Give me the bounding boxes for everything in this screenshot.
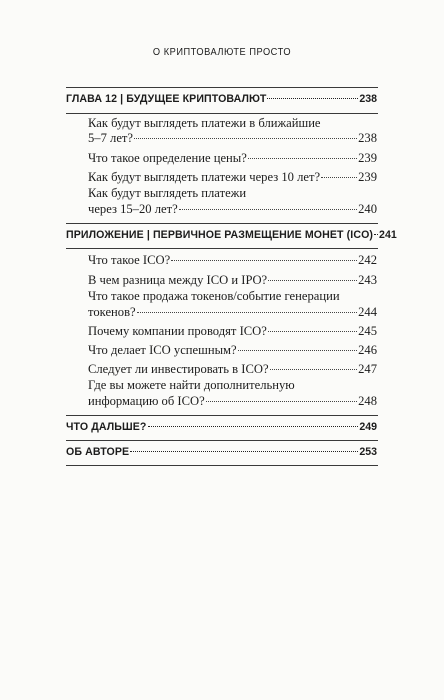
chapter-title: ОБ АВТОРЕ [66,446,130,458]
toc-entry[interactable] [88,202,377,217]
page-number: 238 [359,93,377,105]
entry-title: Как будут выглядеть платежи через 10 лет? [88,170,321,184]
page-number: 239 [358,151,377,165]
toc-entry-first-line[interactable]: Что такое продажа токенов/событие генерации [88,289,340,303]
divider [66,465,378,466]
page-number: 246 [358,343,377,357]
divider [66,248,378,249]
toc-entry[interactable] [88,151,377,166]
dot-leader [270,369,358,370]
toc-entry[interactable] [88,394,377,409]
page-number: 238 [358,131,377,145]
dot-leader [206,401,357,402]
page-number: 249 [359,421,377,433]
page-number: 242 [358,253,377,267]
dot-leader [321,177,357,178]
dot-leader [148,426,359,427]
toc-entry[interactable] [88,253,377,268]
dot-leader [171,260,357,261]
toc-entry[interactable] [88,170,377,185]
divider [66,415,378,416]
dot-leader [267,98,358,99]
entry-title: Почему компании проводят ICO? [88,324,267,338]
entry-title: Что такое ICO? [88,253,171,267]
entry-title: Следует ли инвестировать в ICO? [88,362,269,376]
chapter-title: ГЛАВА 12 | БУДУЩЕЕ КРИПТОВАЛЮТ [66,93,267,105]
page-number: 247 [358,362,377,376]
entry-title: информацию об ICO? [88,394,205,408]
toc-chapter-12[interactable] [66,93,377,105]
divider [66,113,378,114]
divider [66,223,378,224]
toc-entry[interactable] [88,131,377,146]
toc-entry-first-line[interactable]: Как будут выглядеть платежи [88,186,247,200]
toc-whats-next[interactable] [66,421,377,433]
toc-entry[interactable] [88,362,377,377]
dot-leader [268,331,357,332]
toc-entry-first-line[interactable]: Как будут выглядеть платежи в ближайшие [88,116,321,130]
dot-leader [238,350,358,351]
page-number: 248 [358,394,377,408]
entry-title: Что делает ICO успешным? [88,343,237,357]
toc-entry[interactable] [88,305,377,320]
page-number: 240 [358,202,377,216]
entry-title: Что такое определение цены? [88,151,247,165]
entry-title: токенов? [88,305,136,319]
page-number: 253 [359,446,377,458]
toc-entry[interactable] [88,273,377,288]
divider [66,87,378,88]
entry-title: через 15–20 лет? [88,202,178,216]
dot-leader [179,209,357,210]
dot-leader [134,138,357,139]
toc-entry[interactable] [88,343,377,358]
entry-title: 5–7 лет? [88,131,134,145]
divider [66,440,378,441]
toc-entry-first-line[interactable]: Где вы можете найти дополнительную [88,378,295,392]
page-number: 245 [358,324,377,338]
chapter-title: ПРИЛОЖЕНИЕ | ПЕРВИЧНОЕ РАЗМЕЩЕНИЕ МОНЕТ (ICO) [66,229,374,241]
running-head: О КРИПТОВАЛЮТЕ ПРОСТО [152,46,292,58]
page-number: 241 [379,229,397,241]
page-number: 243 [358,273,377,287]
toc-appendix[interactable] [66,229,397,241]
toc-entry[interactable] [88,324,377,339]
dot-leader [130,451,358,452]
page-number: 244 [358,305,377,319]
dot-leader [137,312,358,313]
chapter-title: ЧТО ДАЛЬШЕ? [66,421,147,433]
entry-title: В чем разница между ICO и IPO? [88,273,268,287]
page-number: 239 [358,170,377,184]
toc-about-author[interactable] [66,446,377,458]
dot-leader [248,158,357,159]
dot-leader [268,280,357,281]
dot-leader [374,234,378,235]
